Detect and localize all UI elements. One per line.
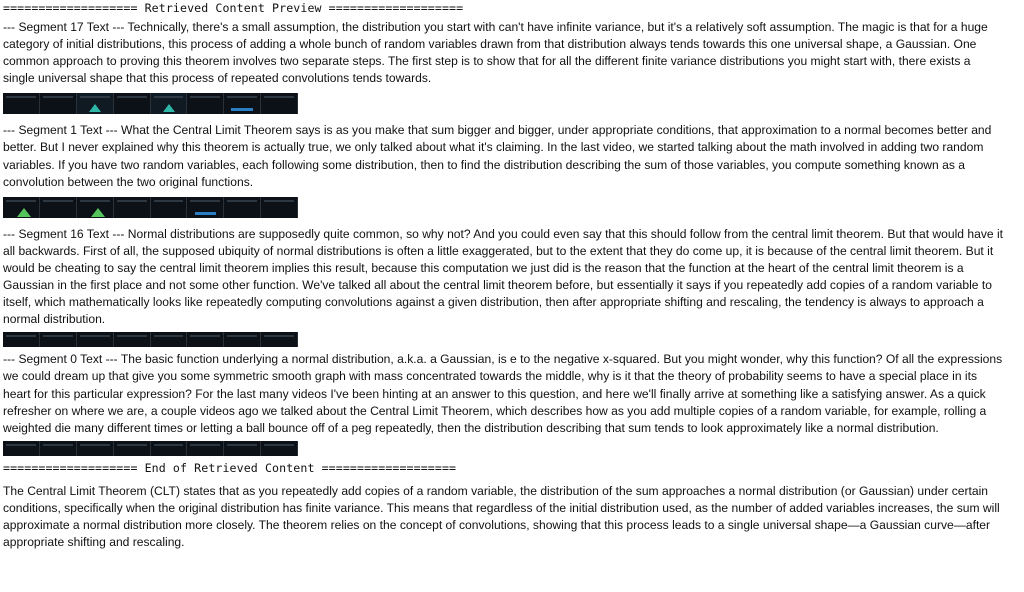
segment-1-text: --- Segment 1 Text --- What the Central Limit Theorem says is as you make that sum bigger and bigger, under appropriate conditions, that approximation to a normal becomes better and better. But I never explained why this theorem is actually true, we only talked about what it's claiming. In the last video, we started talking about the math involved in adding two random variables. If you have two random variables, each following some distribution, then to find the distribution describing the sum of those variables, you compute something known as a convolution between the two original functions. <box>3 123 992 189</box>
video-frame-thumbnail <box>40 93 77 114</box>
video-frame-thumbnail <box>77 197 114 218</box>
video-frame-thumbnail <box>40 197 77 218</box>
video-frame-thumbnail <box>77 332 114 347</box>
video-frame-thumbnail <box>187 441 224 456</box>
segment-16-text: --- Segment 16 Text --- Normal distributions are supposedly quite common, so why not? And you could even say that this should follow from the central limit theorem. But that would have it all backwards. First of all, the supposed ubiquity of normal distributions is often a little exaggerated, but to the extent that they do come up, it is because of the central limit theorem. But it would be cheating to say the central limit theorem implies this result, because this computation we just did is the reason that the function at the heart of the central limit theorem is a Gaussian in the first place and not some other function. We've talked all about the central limit theorem before, but essentially it says if you repeatedly add copies of a random variable to itself, which mathematically looks like repeatedly computing convolutions against a given distribution, then after appropriate shifting and rescaling, the tendency is always to approach a normal distribution. <box>3 226 1004 327</box>
video-thumbnail-strip <box>3 441 298 456</box>
video-frame-thumbnail <box>3 332 40 347</box>
video-frame-thumbnail <box>151 332 188 347</box>
video-frame-thumbnail <box>3 197 40 218</box>
video-frame-thumbnail <box>261 93 298 114</box>
header-rule: =================== Retrieved Content Preview =================== <box>3 1 464 15</box>
video-frame-thumbnail <box>187 93 224 114</box>
segment-17-text: --- Segment 17 Text --- Technically, there's a small assumption, the distribution you start with can't have infinite variance, but it's a relatively soft assumption. The magic is that for a huge category of initial distributions, this process of adding a whole bunch of random variables drawn from that distribution always tends towards this one universal shape, a Gaussian. One common approach to proving this theorem involves two separate steps. The first step is to show that for all the different finite variance distributions you might start with, there exists a single universal shape that this process of repeated convolutions tends towards. <box>3 20 988 86</box>
video-frame-thumbnail <box>77 441 114 456</box>
video-frame-thumbnail <box>114 441 151 456</box>
video-frame-thumbnail <box>3 93 40 114</box>
video-thumbnail-strip <box>3 93 298 114</box>
retrieved-content-page <box>3 0 1003 551</box>
video-frame-thumbnail <box>261 332 298 347</box>
video-frame-thumbnail <box>114 93 151 114</box>
video-frame-thumbnail <box>151 197 188 218</box>
video-frame-thumbnail <box>3 441 40 456</box>
video-frame-thumbnail <box>187 197 224 218</box>
footer-rule: =================== End of Retrieved Content =================== <box>3 460 457 475</box>
video-frame-thumbnail <box>114 197 151 218</box>
video-frame-thumbnail <box>224 441 261 456</box>
video-frame-thumbnail <box>40 441 77 456</box>
video-frame-thumbnail <box>151 93 188 114</box>
video-frame-thumbnail <box>40 332 77 347</box>
video-frame-thumbnail <box>224 197 261 218</box>
video-frame-thumbnail <box>261 197 298 218</box>
video-frame-thumbnail <box>224 332 261 347</box>
video-thumbnail-strip <box>3 332 298 347</box>
segment-0-text: --- Segment 0 Text --- The basic function underlying a normal distribution, a.k.a. a Gaussian, is e to the negative x-squared. But you might wonder, why this function? Of all the expressions we could dream up that give you some symmetric smooth graph with mass concentrated towards the middle, why is it that the theory of probability seems to have a special place in its heart for this particular expression? For the last many videos I've been hinting at an answer to this question, and here we'll finally arrive at something like a satisfying answer. As a quick refresher on where we are, a couple videos ago we talked about the Central Limit Theorem, which describes how as you add multiple copies of a random variable, for example, rolling a weighted die many different times or letting a ball bounce off of a peg repeatedly, then the distribution describing that sum tends to look approximately like a normal distribution. <box>3 352 1003 435</box>
video-frame-thumbnail <box>187 332 224 347</box>
video-frame-thumbnail <box>151 441 188 456</box>
video-thumbnail-strip <box>3 197 298 218</box>
video-frame-thumbnail <box>114 332 151 347</box>
video-frame-thumbnail <box>77 93 114 114</box>
answer-text: The Central Limit Theorem (CLT) states that as you repeatedly add copies of a random variable, the distribution of the sum approaches a normal distribution (or Gaussian) under certain conditions, specifically when the original distribution has finite variance. This means that regardless of the initial distribution used, as the number of added variables increases, the sum will approximate a normal distribution more closely. The theorem relies on the concept of convolutions, showing that this process leads to a single universal shape—a Gaussian curve—after appropriate shifting and rescaling. <box>3 483 1000 550</box>
video-frame-thumbnail <box>261 441 298 456</box>
video-frame-thumbnail <box>224 93 261 114</box>
